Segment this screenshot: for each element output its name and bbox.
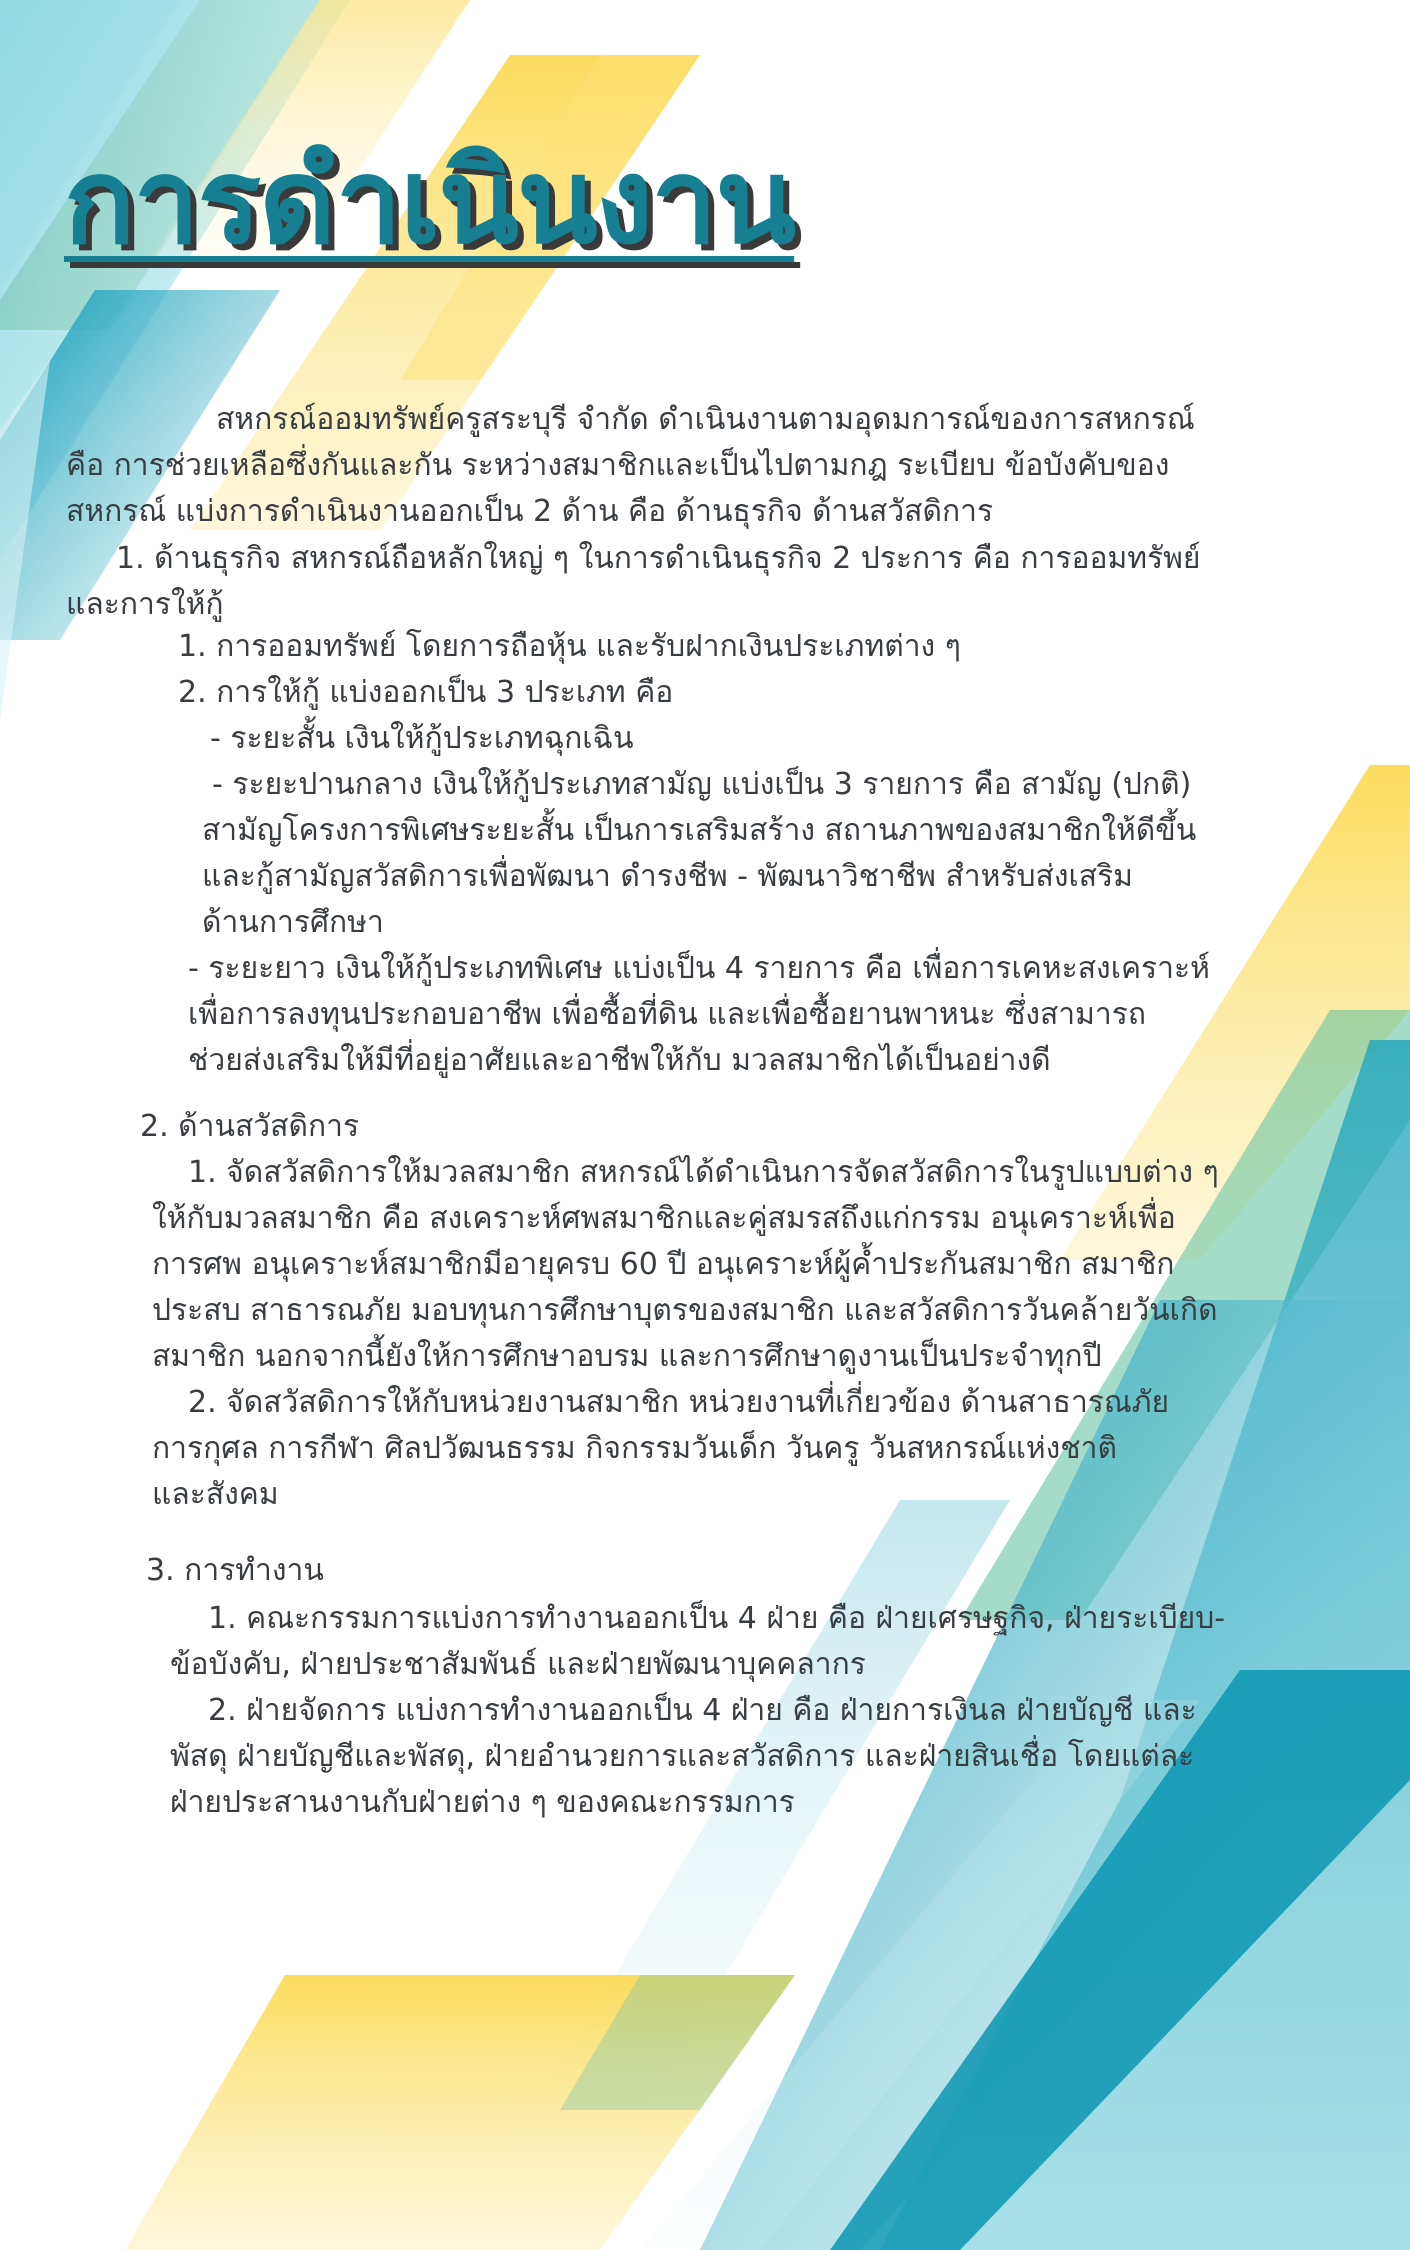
welfare-item-1-line-4: ประสบ สาธารณภัย มอบทุนการศึกษาบุตรของสมาชิก และสวัสดิการวันคล้ายวันเกิด <box>152 1293 1218 1328</box>
welfare-item-2 <box>152 1380 1278 1518</box>
business-item-savings: 1. การออมทรัพย์ โดยการถือหุ้น และรับฝากเงินประเภทต่าง ๆ <box>178 629 961 664</box>
intro-line-1: สหกรณ์ออมทรัพย์ครูสระบุรี จำกัด ดำเนินงานตามอุดมการณ์ของการสหกรณ์ <box>216 402 1195 437</box>
loan-mid-term-line-4: ด้านการศึกษา <box>202 905 384 940</box>
business-heading-line-1: 1. ด้านธุรกิจ สหกรณ์ถือหลักใหญ่ ๆ ในการดำเนินธุรกิจ 2 ประการ คือ การออมทรัพย์ <box>116 541 1201 576</box>
loan-long-term-line-2: เพื่อการลงทุนประกอบอาชีพ เพื่อซื้อที่ดิน และเพื่อซื้อยานพาหนะ ซึ่งสามารถ <box>188 997 1147 1032</box>
business-heading <box>66 536 1278 628</box>
loan-mid-term-line-3: และกู้สามัญสวัสดิการเพื่อพัฒนา ดำรงชีพ - พัฒนาวิชาชีพ สำหรับส่งเสริม <box>202 859 1133 894</box>
business-item-loans: 2. การให้กู้ แบ่งออกเป็น 3 ประเภท คือ <box>178 675 674 710</box>
welfare-item-1-line-2: ให้กับมวลสมาชิก คือ สงเคราะห์ศพสมาชิกและคู่สมรสถึงแก่กรรม อนุเคราะห์เพื่อ <box>152 1201 1176 1236</box>
work-item-1-line-2: ข้อบังคับ, ฝ่ายประชาสัมพันธ์ และฝ่ายพัฒนาบุคคลากร <box>170 1647 866 1682</box>
welfare-item-2-line-1: 2. จัดสวัสดิการให้กับหน่วยงานสมาชิก หน่วยงานที่เกี่ยวข้อง ด้านสาธารณภัย <box>188 1385 1170 1420</box>
welfare-item-2-line-2: การกุศล การกีฬา ศิลปวัฒนธรรม กิจกรรมวันเด็ก วันครู วันสหกรณ์แห่งชาติ <box>152 1431 1117 1466</box>
loan-mid-term-line-2: สามัญโครงการพิเศษระยะสั้น เป็นการเสริมสร้าง สถานภาพของสมาชิกให้ดีขึ้น <box>202 813 1197 848</box>
work-item-2-line-3: ฝ่ายประสานงานกับฝ่ายต่าง ๆ ของคณะกรรมการ <box>170 1785 795 1820</box>
intro-paragraph <box>66 397 1278 535</box>
welfare-item-2-line-3: และสังคม <box>152 1477 279 1512</box>
work-item-1 <box>170 1596 1300 1688</box>
work-item-2 <box>170 1688 1306 1826</box>
welfare-item-1-line-1: 1. จัดสวัสดิการให้มวลสมาชิก สหกรณ์ได้ดำเนินการจัดสวัสดิการในรูปแบบต่าง ๆ <box>188 1155 1219 1190</box>
intro-line-2: คือ การช่วยเหลือซึ่งกันและกัน ระหว่างสมาชิกและเป็นไปตามกฎ ระเบียบ ข้อบังคับของ <box>66 448 1170 483</box>
welfare-item-1-line-5: สมาชิก นอกจากนี้ยังให้การศึกษาอบรม และการศึกษาดูงานเป็นประจำทุกปี <box>152 1339 1102 1374</box>
welfare-item-1-line-3: การศพ อนุเคราะห์สมาชิกมีอายุครบ 60 ปี อนุเคราะห์ผู้ค้ำประกันสมาชิก สมาชิก <box>152 1247 1175 1282</box>
loan-mid-term <box>202 762 1267 946</box>
loan-long-term-line-3: ช่วยส่งเสริมให้มีที่อยู่อาศัยและอาชีพให้กับ มวลสมาชิกได้เป็นอย่างดี <box>188 1043 1051 1078</box>
work-item-2-line-2: พัสดุ ฝ่ายบัญชีและพัสดุ, ฝ่ายอำนวยการและสวัสดิการ และฝ่ายสินเชื่อ โดยแต่ละ <box>170 1739 1195 1774</box>
intro-line-3: สหกรณ์ แบ่งการดำเนินงานออกเป็น 2 ด้าน คือ ด้านธุรกิจ ด้านสวัสดิการ <box>66 494 994 529</box>
loan-short-term: - ระยะสั้น เงินให้กู้ประเภทฉุกเฉิน <box>210 721 634 756</box>
work-heading: 3. การทำงาน <box>146 1553 324 1588</box>
welfare-item-1 <box>152 1150 1288 1380</box>
page-title: การดำเนินงาน <box>64 132 795 270</box>
loan-long-term-line-1: - ระยะยาว เงินให้กู้ประเภทพิเศษ แบ่งเป็น 4 รายการ คือ เพื่อการเคหะสงเคราะห์ <box>188 951 1210 986</box>
business-heading-line-2: และการให้กู้ <box>66 587 224 622</box>
loan-long-term <box>188 946 1273 1084</box>
work-item-1-line-1: 1. คณะกรรมการแบ่งการทำงานออกเป็น 4 ฝ่าย คือ ฝ่ายเศรษฐกิจ, ฝ่ายระเบียบ- <box>208 1601 1226 1636</box>
loan-mid-term-line-1: - ระยะปานกลาง เงินให้กู้ประเภทสามัญ แบ่งเป็น 3 รายการ คือ สามัญ (ปกติ) <box>212 767 1192 802</box>
welfare-heading: 2. ด้านสวัสดิการ <box>140 1109 360 1144</box>
work-item-2-line-1: 2. ฝ่ายจัดการ แบ่งการทำงานออกเป็น 4 ฝ่าย คือ ฝ่ายการเงินล ฝ่ายบัญชี และ <box>208 1693 1197 1728</box>
